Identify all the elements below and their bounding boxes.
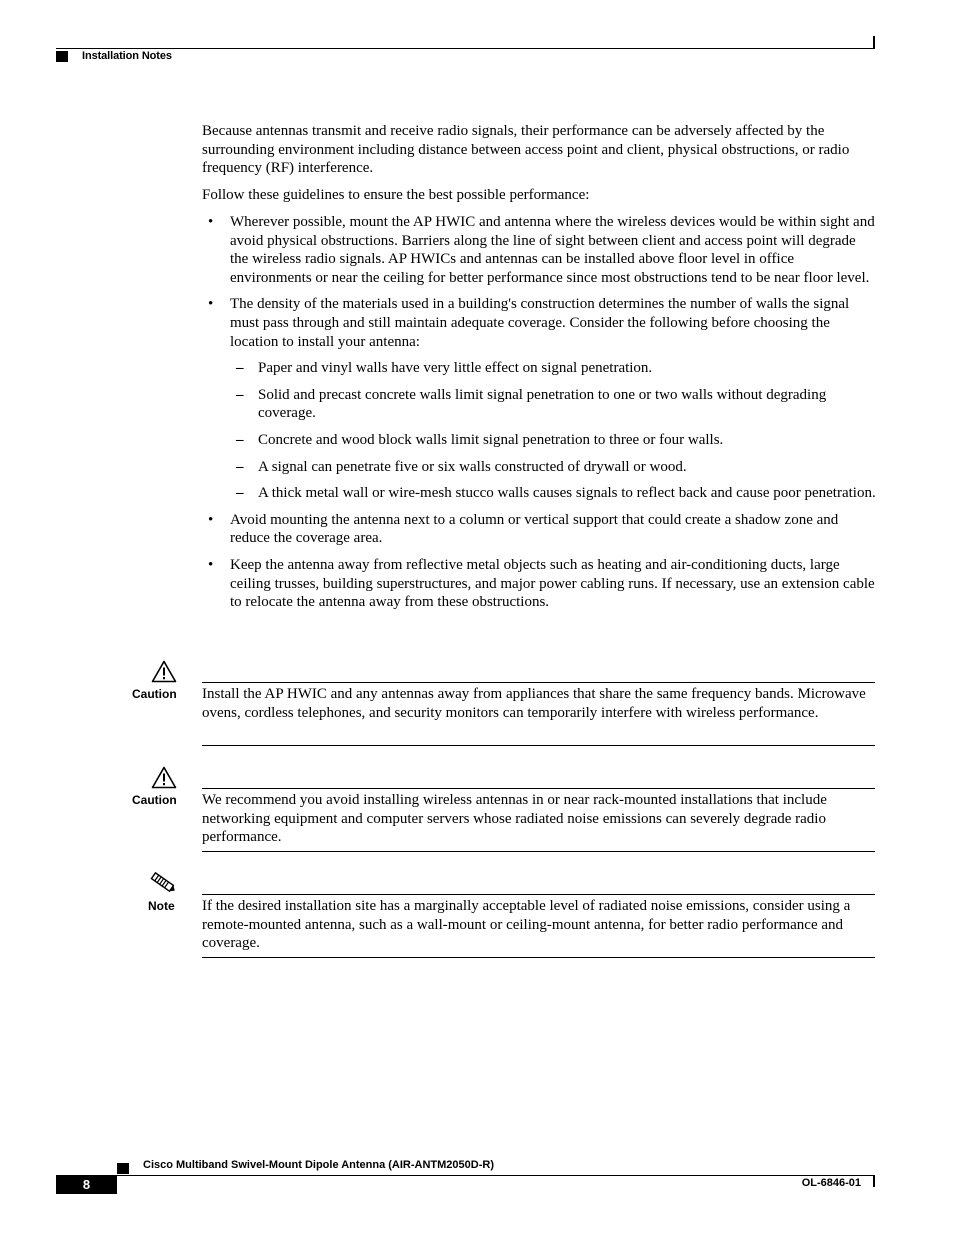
sub-list-item-text: A signal can penetrate five or six walls constructed of drywall or wood. (258, 458, 687, 475)
list-item (202, 213, 877, 287)
notice-bottom-rule (202, 851, 875, 852)
dash-glyph: – (236, 386, 244, 403)
footer-rule (56, 1175, 875, 1176)
dash-glyph: – (236, 458, 244, 475)
list-item-text: The density of the materials used in a building's construction determines the number of walls the signal must pass through and still maintain adequate coverage. Consider the following before choosing the location to install your antenna: (230, 296, 850, 350)
notice-label: Note (148, 899, 175, 913)
sub-list-item (230, 359, 877, 378)
sub-list-item (230, 458, 877, 477)
notice-label: Caution (132, 793, 177, 807)
notice-bottom-rule (202, 957, 875, 958)
list-item (202, 295, 877, 502)
bullet-glyph: • (208, 556, 214, 573)
list-item (202, 556, 877, 612)
footer-document-title: Cisco Multiband Swivel-Mount Dipole Antenna (AIR-ANTM2050D-R) (143, 1159, 494, 1171)
page-number: 8 (82, 1177, 91, 1192)
header-rule (56, 48, 875, 49)
header-tick (873, 36, 875, 49)
footer-doc-number: OL-6846-01 (801, 1177, 861, 1189)
notice-top-rule (202, 788, 875, 789)
header-marker (56, 51, 68, 62)
list-item-text: Wherever possible, mount the AP HWIC and antenna where the wireless devices would be within sight and avoid physical obstructions. Barriers along the line of sight between client and access point will degrade the wireless radio signals. AP HWICs and antennas can be installed above floor level in office environments or near the ceiling for better performance since most obstructions tend to be near floor level. (230, 214, 875, 286)
sub-list-item (230, 386, 877, 423)
sub-list-item-text: Paper and vinyl walls have very little effect on signal penetration. (258, 360, 653, 377)
sub-list-item (230, 484, 877, 503)
notice-label: Caution (132, 687, 177, 701)
notice-top-rule (202, 894, 875, 895)
list-item-text: Avoid mounting the antenna next to a column or vertical support that could create a shadow zone and reduce the coverage area. (230, 511, 839, 547)
pencil-note-icon (148, 872, 178, 894)
notice-top-rule (202, 682, 875, 683)
dash-glyph: – (236, 360, 244, 377)
guidelines-lead-text: Follow these guidelines to ensure the best possible performance: (202, 187, 590, 203)
sub-list-item-text: A thick metal wall or wire-mesh stucco walls causes signals to reflect back and cause poor penetration. (258, 485, 876, 502)
list-item (202, 511, 877, 548)
footer-tick (873, 1176, 875, 1187)
bullet-glyph: • (208, 214, 214, 230)
bullet-glyph: • (208, 511, 214, 528)
intro-text: Because antennas transmit and receive radio signals, their performance can be adversely affected by the surrounding environment including distance between access point and client, physical obstructions, or radio frequency (RF) interference. (202, 123, 850, 177)
list-item-text: Keep the antenna away from reflective metal objects such as heating and air-conditioning ducts, large ceiling trusses, building superstructures, and major power cabling runs. If necessary, use an extension cable to relocate the antenna away from these obstructions. (230, 556, 875, 611)
guidelines-lead (202, 186, 877, 205)
wall-materials-sublist (230, 359, 877, 503)
dash-glyph: – (236, 485, 244, 502)
header-section-title: Installation Notes (82, 50, 172, 62)
notice-text: We recommend you avoid installing wireless antennas in or near rack-mounted installations that include networking equipment and computer servers whose radiated noise emissions can severely degrade radio performance. (202, 792, 827, 846)
sub-list-item (230, 431, 877, 450)
bullet-glyph: • (208, 296, 214, 313)
footer-marker (117, 1163, 129, 1174)
caution-icon (151, 660, 177, 683)
guidelines-list (202, 213, 877, 620)
notice-text: If the desired installation site has a marginally acceptable level of radiated noise emissions, consider using a remote-mounted antenna, such as a wall-mount or ceiling-mount antenna, for better radio performance and coverage. (202, 898, 851, 952)
dash-glyph: – (236, 431, 244, 448)
caution-icon (151, 766, 177, 789)
sub-list-item-text: Concrete and wood block walls limit signal penetration to three or four walls. (258, 431, 724, 448)
intro-paragraph (202, 122, 877, 178)
notice-text: Install the AP HWIC and any antennas away from appliances that share the same frequency bands. Microwave ovens, cordless telephones, and security monitors can temporarily interfere with wireless performance. (202, 686, 866, 721)
notice-bottom-rule (202, 745, 875, 746)
sub-list-item-text: Solid and precast concrete walls limit signal penetration to one or two walls without degrading coverage. (258, 386, 827, 422)
